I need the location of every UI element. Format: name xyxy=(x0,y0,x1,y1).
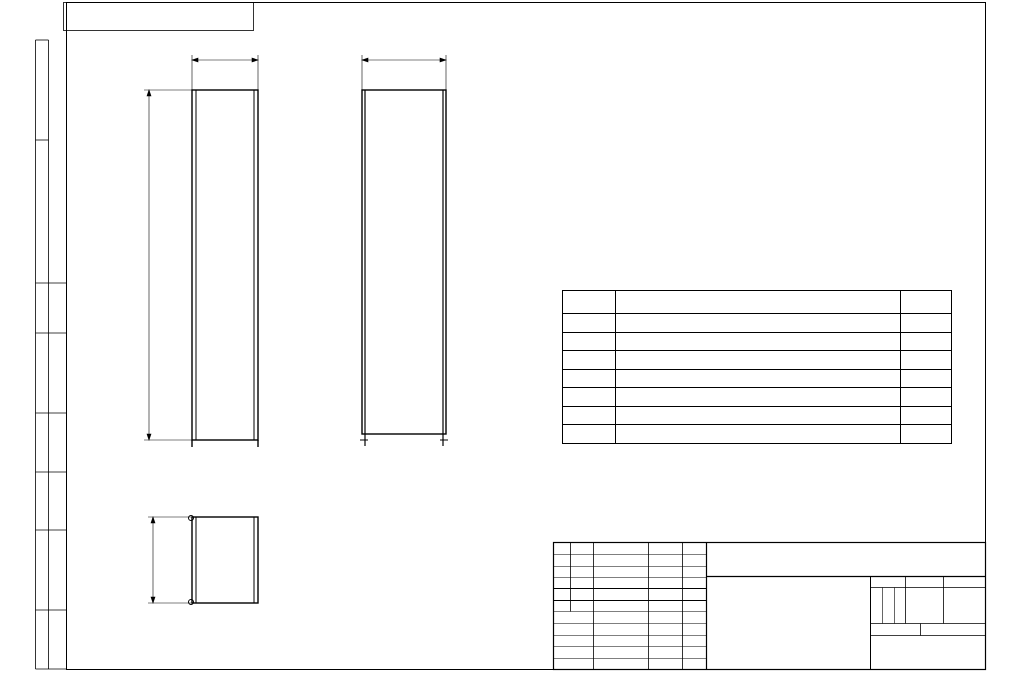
title-block-lines xyxy=(554,543,986,670)
spec-name xyxy=(615,332,900,351)
spec-pos xyxy=(563,351,616,370)
spec-qty xyxy=(901,425,952,444)
spec-pos xyxy=(563,332,616,351)
side-view xyxy=(192,90,258,447)
spec-header-designation xyxy=(615,291,900,314)
table-row xyxy=(563,388,952,407)
spec-name xyxy=(615,425,900,444)
spec-header-row xyxy=(563,291,952,314)
spec-name xyxy=(615,388,900,407)
spec-header-qty xyxy=(901,291,952,314)
table-row xyxy=(563,369,952,388)
spec-name xyxy=(615,351,900,370)
top-stamp-box xyxy=(64,3,254,31)
top-view xyxy=(189,516,259,605)
spec-qty xyxy=(901,351,952,370)
spec-name xyxy=(615,369,900,388)
spec-qty xyxy=(901,332,952,351)
table-row xyxy=(563,332,952,351)
specification-table xyxy=(562,290,952,444)
spec-qty xyxy=(901,388,952,407)
spec-qty xyxy=(901,369,952,388)
spec-section-row xyxy=(563,406,952,425)
spec-section-row xyxy=(563,314,952,333)
dimension-lines xyxy=(144,55,446,603)
spec-pos xyxy=(563,388,616,407)
table-row xyxy=(563,351,952,370)
spec-pos xyxy=(563,425,616,444)
table-row xyxy=(563,425,952,444)
spec-header-position xyxy=(563,291,616,314)
spec-pos xyxy=(563,369,616,388)
front-view xyxy=(360,90,448,446)
left-margin-strip xyxy=(36,40,67,669)
